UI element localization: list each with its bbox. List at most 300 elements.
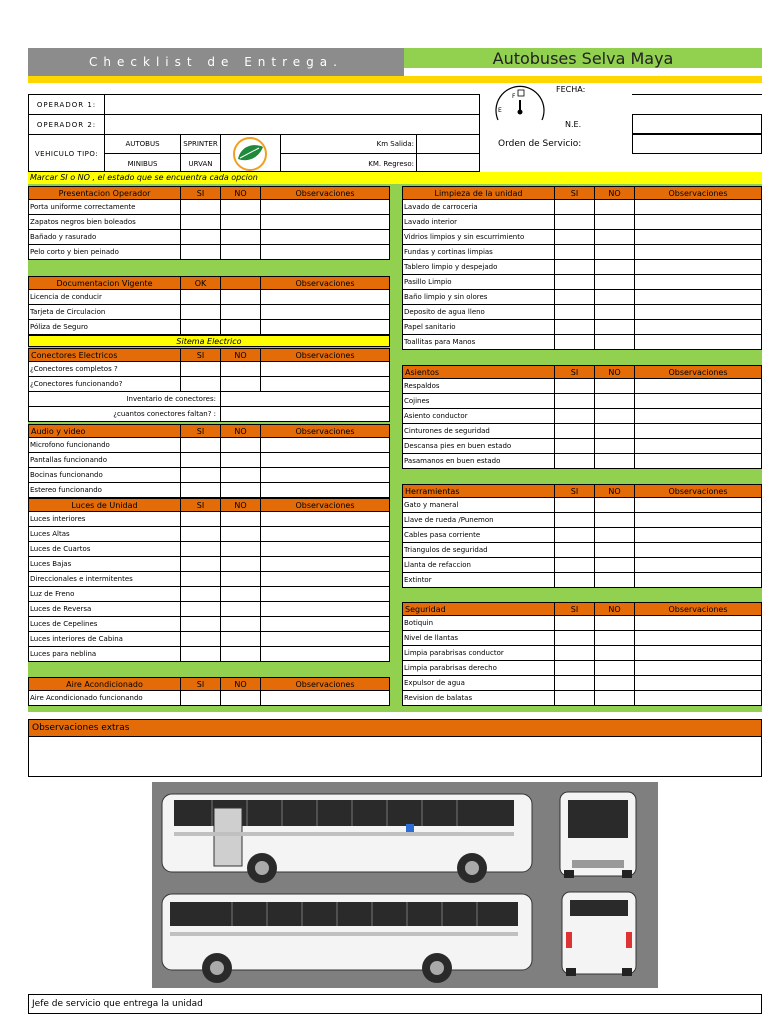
no-checkbox[interactable] <box>595 200 635 214</box>
no-checkbox[interactable] <box>221 453 261 467</box>
observaciones-field[interactable] <box>261 200 389 214</box>
conectores-header <box>28 348 390 362</box>
observaciones-field[interactable] <box>261 468 389 482</box>
si-checkbox[interactable] <box>181 200 221 214</box>
no-checkbox[interactable] <box>221 647 261 661</box>
observaciones-field[interactable] <box>261 245 389 259</box>
si-checkbox[interactable] <box>181 557 221 571</box>
checklist-row <box>28 290 390 305</box>
si-checkbox[interactable] <box>181 320 221 334</box>
si-checkbox[interactable] <box>555 558 595 572</box>
seguridad-rows <box>402 616 762 706</box>
km-regreso-label: KM. Regreso: <box>281 154 417 173</box>
observaciones-field[interactable] <box>635 260 761 274</box>
logo-cell <box>221 135 281 173</box>
si-checkbox[interactable] <box>555 616 595 630</box>
item-label-tablero-limpio-y-despejado: Tablero limpio y despejado <box>403 260 555 274</box>
luces-header <box>28 498 390 512</box>
observaciones-field[interactable] <box>261 453 389 467</box>
observaciones-field[interactable] <box>635 631 761 645</box>
si-checkbox[interactable] <box>555 215 595 229</box>
no-checkbox[interactable] <box>595 676 635 690</box>
observaciones-field[interactable] <box>635 394 761 408</box>
limpieza-header <box>402 186 762 200</box>
no-checkbox[interactable] <box>221 617 261 631</box>
no-checkbox[interactable] <box>221 320 261 334</box>
item-label-microfono-funcionando: Microfono funcionando <box>29 438 181 452</box>
aire-header <box>28 677 390 691</box>
observaciones-field[interactable] <box>261 362 389 376</box>
si-checkbox[interactable] <box>181 468 221 482</box>
si-checkbox[interactable] <box>181 230 221 244</box>
ne-field[interactable] <box>632 114 762 134</box>
observaciones-field[interactable] <box>261 305 389 319</box>
item-label-pasillo-limpio: Pasillo Limpio <box>403 275 555 289</box>
checklist-row <box>402 498 762 513</box>
col-obs: Observaciones <box>295 426 355 436</box>
presentacion-title: Presentacion Operador <box>29 187 181 199</box>
si-checkbox[interactable] <box>555 305 595 319</box>
bus-rear-icon <box>562 892 636 976</box>
checklist-row <box>402 676 762 691</box>
conectores-rows <box>28 362 390 392</box>
si-checkbox[interactable] <box>181 245 221 259</box>
no-checkbox[interactable] <box>221 215 261 229</box>
observaciones-field[interactable] <box>635 335 761 349</box>
col-no: NO <box>221 425 261 437</box>
leaf-logo-icon <box>221 135 279 173</box>
no-checkbox[interactable] <box>595 245 635 259</box>
option-minibus[interactable]: MINIBUS <box>105 154 181 173</box>
item-label-llave-de-rueda-punemon: Llave de rueda /Punemon <box>403 513 555 527</box>
observaciones-field[interactable] <box>261 602 389 616</box>
no-checkbox[interactable] <box>221 483 261 497</box>
company-title-bar <box>404 48 762 68</box>
section-aire <box>28 677 390 706</box>
checklist-row <box>402 543 762 558</box>
si-checkbox[interactable] <box>555 245 595 259</box>
no-checkbox[interactable] <box>595 230 635 244</box>
observaciones-field[interactable] <box>261 557 389 571</box>
checklist-row <box>402 335 762 350</box>
no-checkbox[interactable] <box>221 245 261 259</box>
header-yellow-strip <box>28 76 762 83</box>
item-label-limpia-parabrisas-derecho: Limpia parabrisas derecho <box>403 661 555 675</box>
item-label-cojines: Cojines <box>403 394 555 408</box>
audio-rows <box>28 438 390 498</box>
si-checkbox[interactable] <box>555 454 595 468</box>
no-checkbox[interactable] <box>595 691 635 705</box>
si-checkbox[interactable] <box>181 572 221 586</box>
section-herramientas <box>402 484 762 588</box>
no-checkbox[interactable] <box>595 335 635 349</box>
no-checkbox[interactable] <box>221 230 261 244</box>
si-checkbox[interactable] <box>555 661 595 675</box>
section-presentacion <box>28 186 390 260</box>
no-checkbox[interactable] <box>595 260 635 274</box>
observaciones-field[interactable] <box>635 275 761 289</box>
observaciones-field[interactable] <box>635 409 761 423</box>
observaciones-field[interactable] <box>261 527 389 541</box>
si-checkbox[interactable] <box>555 290 595 304</box>
observaciones-field[interactable] <box>261 632 389 646</box>
observaciones-field[interactable] <box>635 676 761 690</box>
observaciones-field[interactable] <box>261 512 389 526</box>
item-label-papel-sanitario: Papel sanitario <box>403 320 555 334</box>
si-checkbox[interactable] <box>555 513 595 527</box>
no-checkbox[interactable] <box>595 454 635 468</box>
observaciones-field[interactable] <box>635 646 761 660</box>
si-checkbox[interactable] <box>181 647 221 661</box>
si-checkbox[interactable] <box>181 290 221 304</box>
no-checkbox[interactable] <box>595 661 635 675</box>
checklist-row <box>28 587 390 602</box>
item-label-llanta-de-refaccion: Llanta de refaccion <box>403 558 555 572</box>
checklist-row <box>28 691 390 706</box>
observaciones-field[interactable] <box>635 498 761 512</box>
item-label-licencia-de-conducir: Licencia de conducir <box>29 290 181 304</box>
observaciones-field[interactable] <box>635 379 761 393</box>
option-sprinter[interactable]: SPRINTER <box>181 135 221 154</box>
checklist-row <box>402 558 762 573</box>
no-checkbox[interactable] <box>595 631 635 645</box>
si-checkbox[interactable] <box>555 335 595 349</box>
instruction-bar: Marcar SI o NO , el estado que se encuentra cada opcion <box>28 172 762 184</box>
no-checkbox[interactable] <box>595 290 635 304</box>
checklist-row <box>28 632 390 647</box>
col-blank <box>221 277 261 289</box>
no-checkbox[interactable] <box>221 438 261 452</box>
si-checkbox[interactable] <box>181 305 221 319</box>
si-checkbox[interactable] <box>555 498 595 512</box>
si-checkbox[interactable] <box>181 377 221 391</box>
item-label-expulsor-de-agua: Expulsor de agua <box>403 676 555 690</box>
item-label-luces-interiores-de-cabina: Luces interiores de Cabina <box>29 632 181 646</box>
documentacion-title: Documentacion Vigente <box>29 277 181 289</box>
col-obs: Observaciones <box>295 350 355 360</box>
fecha-field[interactable] <box>632 94 762 95</box>
jefe-servicio-field[interactable]: Jefe de servicio que entrega la unidad <box>28 994 762 1014</box>
checklist-row <box>28 305 390 320</box>
seguridad-header <box>402 602 762 616</box>
observaciones-field[interactable] <box>261 377 389 391</box>
luces-title: Luces de Unidad <box>29 499 181 511</box>
item-label-pelo-corto-y-bien-peinado: Pelo corto y bien peinado <box>29 245 181 259</box>
checklist-row <box>28 200 390 215</box>
no-checkbox[interactable] <box>221 542 261 556</box>
audio-header <box>28 424 390 438</box>
no-checkbox[interactable] <box>595 573 635 587</box>
item-label-luz-de-freno: Luz de Freno <box>29 587 181 601</box>
item-label-luces-para-neblina: Luces para neblina <box>29 647 181 661</box>
item-label-luces-de-cepelines: Luces de Cepelines <box>29 617 181 631</box>
observaciones-field[interactable] <box>261 215 389 229</box>
observaciones-field[interactable] <box>635 305 761 319</box>
item-label-lavado-interior: Lavado interior <box>403 215 555 229</box>
checklist-row <box>402 275 762 290</box>
checklist-row <box>402 379 762 394</box>
col-obs: Observaciones <box>295 679 355 689</box>
observaciones-field[interactable] <box>261 587 389 601</box>
no-checkbox[interactable] <box>595 379 635 393</box>
si-checkbox[interactable] <box>555 394 595 408</box>
observaciones-field[interactable] <box>635 513 761 527</box>
no-checkbox[interactable] <box>221 572 261 586</box>
orden-servicio-field[interactable] <box>632 134 762 154</box>
si-checkbox[interactable] <box>181 438 221 452</box>
ne-label: N.E. <box>565 120 582 129</box>
col-si: SI <box>181 678 221 690</box>
no-checkbox[interactable] <box>221 587 261 601</box>
option-urvan[interactable]: URVAN <box>181 154 221 173</box>
observaciones-extras-field[interactable] <box>28 737 762 777</box>
col-si: SI <box>181 187 221 199</box>
si-checkbox[interactable] <box>555 230 595 244</box>
item-label-respaldos: Respaldos <box>403 379 555 393</box>
si-checkbox[interactable] <box>555 200 595 214</box>
observaciones-field[interactable] <box>635 320 761 334</box>
observaciones-field[interactable] <box>635 245 761 259</box>
section-limpieza <box>402 186 762 350</box>
presentacion-rows <box>28 200 390 260</box>
asientos-title: Asientos <box>403 366 555 378</box>
aire-rows <box>28 691 390 706</box>
no-checkbox[interactable] <box>595 215 635 229</box>
no-checkbox[interactable] <box>221 305 261 319</box>
no-checkbox[interactable] <box>595 528 635 542</box>
checklist-row <box>28 468 390 483</box>
item-label-triangulos-de-seguridad: Triangulos de seguridad <box>403 543 555 557</box>
observaciones-field[interactable] <box>261 483 389 497</box>
item-label-zapatos-negros-bien-boleados: Zapatos negros bien boleados <box>29 215 181 229</box>
checklist-row <box>402 661 762 676</box>
observaciones-field[interactable] <box>261 290 389 304</box>
km-regreso-field[interactable] <box>417 154 479 173</box>
observaciones-field[interactable] <box>261 647 389 661</box>
sistema-electrico-bar: Sitema Electrico <box>28 335 390 347</box>
item-label-toallitas-para-manos: Toallitas para Manos <box>403 335 555 349</box>
si-checkbox[interactable] <box>181 512 221 526</box>
no-checkbox[interactable] <box>595 424 635 438</box>
operator-1-row <box>29 95 479 115</box>
si-checkbox[interactable] <box>555 424 595 438</box>
si-checkbox[interactable] <box>555 320 595 334</box>
faltan-label: ¿cuantos conectores faltan? : <box>29 407 221 421</box>
checklist-row <box>402 200 762 215</box>
checklist-row <box>402 513 762 528</box>
observaciones-field[interactable] <box>635 200 761 214</box>
operator-1-label: OPERADOR 1: <box>29 95 105 114</box>
si-checkbox[interactable] <box>181 587 221 601</box>
section-audio <box>28 424 390 498</box>
observaciones-field[interactable] <box>635 573 761 587</box>
si-checkbox[interactable] <box>555 439 595 453</box>
checklist-row <box>402 439 762 454</box>
si-checkbox[interactable] <box>181 617 221 631</box>
item-label-asiento-conductor: Asiento conductor <box>403 409 555 423</box>
item-label-conectores-completos: ¿Conectores completos ? <box>29 362 181 376</box>
si-checkbox[interactable] <box>555 691 595 705</box>
si-checkbox[interactable] <box>181 602 221 616</box>
section-seguridad <box>402 602 762 706</box>
observaciones-field[interactable] <box>635 215 761 229</box>
checklist-row <box>402 320 762 335</box>
si-checkbox[interactable] <box>555 379 595 393</box>
no-checkbox[interactable] <box>221 377 261 391</box>
item-label-estereo-funcionando: Estereo funcionando <box>29 483 181 497</box>
si-checkbox[interactable] <box>555 275 595 289</box>
no-checkbox[interactable] <box>595 513 635 527</box>
seguridad-title: Seguridad <box>403 603 555 615</box>
observaciones-field[interactable] <box>261 617 389 631</box>
observaciones-field[interactable] <box>635 528 761 542</box>
si-checkbox[interactable] <box>181 632 221 646</box>
inventario-row <box>28 392 390 407</box>
si-checkbox[interactable] <box>181 215 221 229</box>
observaciones-field[interactable] <box>635 230 761 244</box>
item-label-bano-limpio-y-sin-olores: Baño limpio y sin olores <box>403 290 555 304</box>
inventario-label: Inventario de conectores: <box>29 392 221 406</box>
bus-side-left-icon <box>162 894 532 983</box>
no-checkbox[interactable] <box>221 602 261 616</box>
faltan-field[interactable] <box>221 407 389 421</box>
observaciones-field[interactable] <box>261 438 389 452</box>
observaciones-field[interactable] <box>635 454 761 468</box>
no-checkbox[interactable] <box>595 616 635 630</box>
observaciones-field[interactable] <box>635 543 761 557</box>
observaciones-field[interactable] <box>261 230 389 244</box>
col-no: NO <box>595 603 635 615</box>
operator-2-field[interactable] <box>105 115 479 134</box>
no-checkbox[interactable] <box>221 557 261 571</box>
si-checkbox[interactable] <box>181 362 221 376</box>
checklist-row <box>28 527 390 542</box>
si-checkbox[interactable] <box>555 409 595 423</box>
item-label-botiquin: Botiquin <box>403 616 555 630</box>
no-checkbox[interactable] <box>221 632 261 646</box>
si-checkbox[interactable] <box>555 676 595 690</box>
section-luces <box>28 498 390 662</box>
col-no: NO <box>595 187 635 199</box>
checklist-row <box>28 572 390 587</box>
checklist-row <box>402 230 762 245</box>
observaciones-field[interactable] <box>635 691 761 705</box>
bus-front-icon <box>560 792 636 878</box>
item-label-tarjeta-de-circulacion: Tarjeta de Circulacion <box>29 305 181 319</box>
no-checkbox[interactable] <box>221 512 261 526</box>
observaciones-field[interactable] <box>635 290 761 304</box>
no-checkbox[interactable] <box>221 200 261 214</box>
no-checkbox[interactable] <box>595 275 635 289</box>
checklist-row <box>402 215 762 230</box>
col-si: SI <box>181 349 221 361</box>
observaciones-field[interactable] <box>635 439 761 453</box>
observaciones-field[interactable] <box>261 572 389 586</box>
item-label-luces-de-reversa: Luces de Reversa <box>29 602 181 616</box>
km-salida-field[interactable] <box>417 135 479 154</box>
si-checkbox[interactable] <box>555 631 595 645</box>
no-checkbox[interactable] <box>221 468 261 482</box>
vehicle-type-label: VEHICULO TIPO: <box>29 135 105 173</box>
no-checkbox[interactable] <box>595 498 635 512</box>
no-checkbox[interactable] <box>221 290 261 304</box>
item-label-banado-y-rasurado: Bañado y rasurado <box>29 230 181 244</box>
si-checkbox[interactable] <box>181 483 221 497</box>
option-autobus[interactable]: AUTOBUS <box>105 135 181 154</box>
inventario-field[interactable] <box>221 392 389 406</box>
si-checkbox[interactable] <box>555 573 595 587</box>
checklist-row <box>28 377 390 392</box>
observaciones-field[interactable] <box>635 558 761 572</box>
checklist-row <box>402 305 762 320</box>
section-conectores <box>28 348 390 422</box>
no-checkbox[interactable] <box>595 558 635 572</box>
observaciones-field[interactable] <box>261 320 389 334</box>
col-si: SI <box>181 425 221 437</box>
limpieza-title: Limpieza de la unidad <box>403 187 555 199</box>
no-checkbox[interactable] <box>595 409 635 423</box>
checklist-row <box>402 616 762 631</box>
observaciones-field[interactable] <box>261 542 389 556</box>
item-label-bocinas-funcionando: Bocinas funcionando <box>29 468 181 482</box>
si-checkbox[interactable] <box>555 528 595 542</box>
item-label-aire-acondicionado-funcionando: Aire Acondicionado funcionando <box>29 691 181 705</box>
observaciones-field[interactable] <box>635 424 761 438</box>
si-checkbox[interactable] <box>181 453 221 467</box>
no-checkbox[interactable] <box>221 527 261 541</box>
checklist-row <box>28 557 390 572</box>
item-label-luces-interiores: Luces interiores <box>29 512 181 526</box>
svg-text:F: F <box>512 93 516 100</box>
observaciones-field[interactable] <box>261 691 389 705</box>
col-si: SI <box>555 603 595 615</box>
si-checkbox[interactable] <box>181 542 221 556</box>
no-checkbox[interactable] <box>595 439 635 453</box>
observaciones-field[interactable] <box>635 661 761 675</box>
si-checkbox[interactable] <box>555 646 595 660</box>
no-checkbox[interactable] <box>221 362 261 376</box>
luces-rows <box>28 512 390 662</box>
si-checkbox[interactable] <box>181 527 221 541</box>
km-salida-label: Km Salida: <box>281 135 417 154</box>
fecha-label: FECHA: <box>556 85 586 94</box>
item-label-luces-de-cuartos: Luces de Cuartos <box>29 542 181 556</box>
col-obs: Observaciones <box>295 188 355 198</box>
checklist-row <box>28 362 390 377</box>
no-checkbox[interactable] <box>595 646 635 660</box>
no-checkbox[interactable] <box>595 320 635 334</box>
si-checkbox[interactable] <box>181 691 221 705</box>
observaciones-field[interactable] <box>635 616 761 630</box>
no-checkbox[interactable] <box>595 394 635 408</box>
checklist-row <box>28 245 390 260</box>
checklist-row <box>28 617 390 632</box>
col-si: SI <box>181 499 221 511</box>
no-checkbox[interactable] <box>595 305 635 319</box>
item-label-luces-altas: Luces Altas <box>29 527 181 541</box>
no-checkbox[interactable] <box>221 691 261 705</box>
faltan-row <box>28 407 390 422</box>
checklist-row <box>28 483 390 498</box>
asientos-header <box>402 365 762 379</box>
operator-1-field[interactable] <box>105 95 479 114</box>
section-asientos <box>402 365 762 469</box>
bus-diagram-image <box>152 782 658 988</box>
si-checkbox[interactable] <box>555 260 595 274</box>
si-checkbox[interactable] <box>555 543 595 557</box>
no-checkbox[interactable] <box>595 543 635 557</box>
herramientas-rows <box>402 498 762 588</box>
